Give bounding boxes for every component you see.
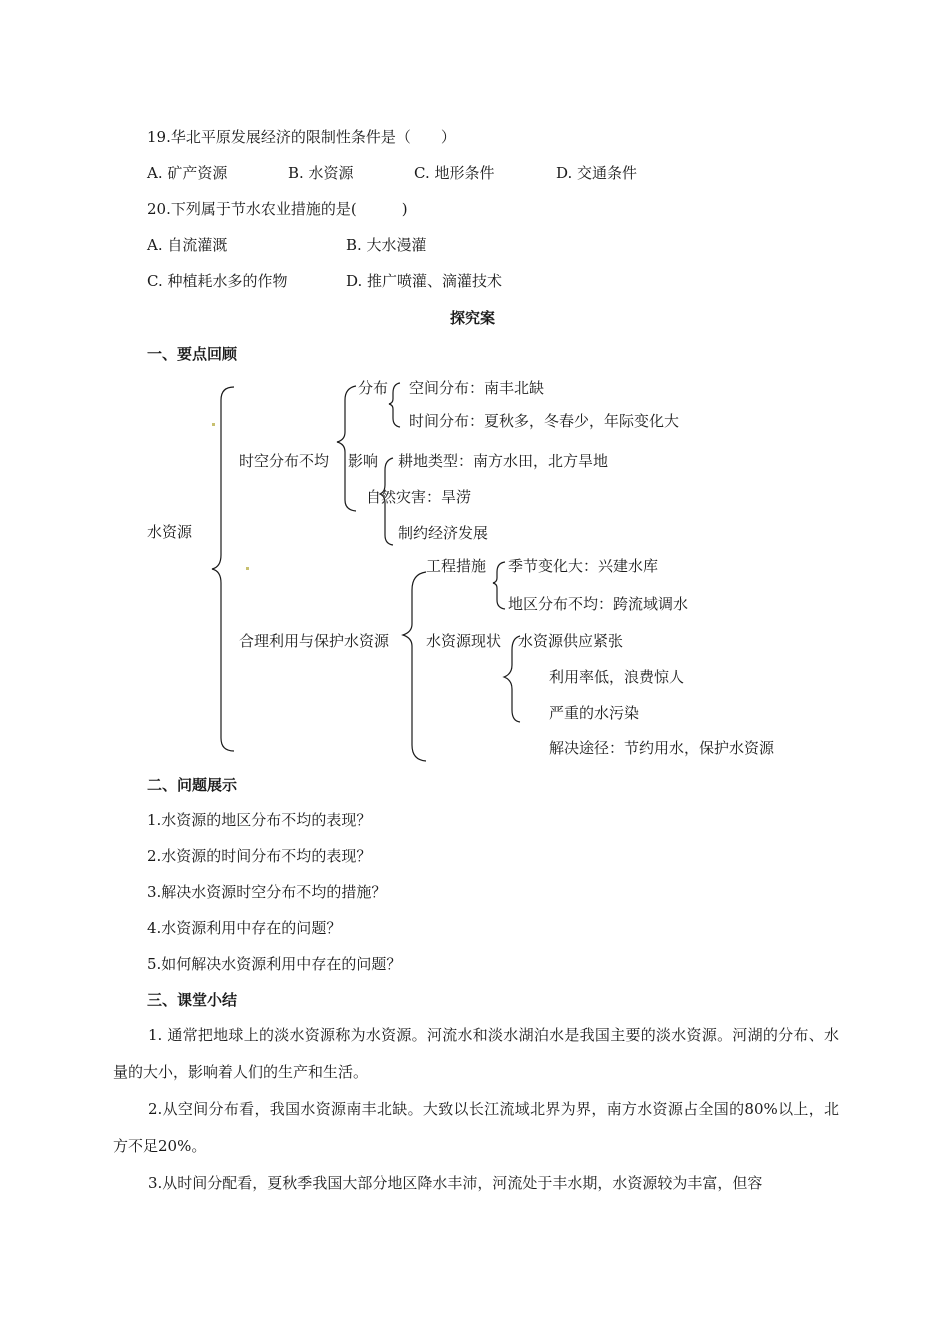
problem-item: 5.如何解决水资源利用中存在的问题？ — [147, 955, 402, 973]
mindmap-node-liyong: 利用率低，浪费惊人 — [549, 668, 685, 686]
question-20-option-b: B. 大水漫灌 — [346, 236, 427, 254]
section-title: 探究案 — [450, 309, 496, 327]
question-20-option-c: C. 种植耗水多的作物 — [147, 272, 288, 290]
question-19-option-d: D. 交通条件 — [556, 164, 638, 182]
question-20-stem: 20.下列属于节水农业措施的是( ) — [147, 200, 408, 218]
review-heading: 一、要点回顾 — [147, 345, 238, 363]
problems-heading: 二、问题展示 — [147, 776, 238, 794]
summary-paragraph-2: 2.从空间分布看，我国水资源南丰北缺。大致以长江流域北界为界，南方水资源占全国的80%以上，北方不足20%。 — [113, 1100, 839, 1155]
mindmap-node-zhiyue: 制约经济发展 — [398, 524, 489, 542]
mindmap-node-shijian: 时间分布：夏秋多，冬春少，年际变化大 — [409, 412, 680, 430]
scan-speck — [246, 567, 249, 570]
problem-item: 3.解决水资源时空分布不均的措施？ — [147, 883, 387, 901]
problem-item: 2.水资源的时间分布不均的表现？ — [147, 847, 372, 865]
brace-gongcheng — [493, 562, 505, 609]
question-19-option-a: A. 矿产资源 — [147, 164, 228, 182]
mindmap-node-ziran: 自然灾害：旱涝 — [366, 488, 472, 506]
scan-speck — [212, 423, 215, 426]
summary-paragraph-3: 3.从时间分配看，夏秋季我国大部分地区降水丰沛，河流处于丰水期，水资源较为丰富，但容 — [148, 1174, 763, 1192]
mindmap-root: 水资源 — [147, 523, 193, 541]
mindmap-branch-uneven: 时空分布不均 — [239, 452, 330, 470]
brace-root — [212, 387, 234, 751]
mindmap-node-jiejue: 解决途径：节约用水，保护水资源 — [549, 739, 775, 757]
mindmap-node-diqu: 地区分布不均：跨流域调水 — [508, 595, 689, 613]
mindmap-node-fenbu: 分布 — [358, 379, 389, 397]
brace-branch1 — [337, 386, 356, 511]
problem-item: 4.水资源利用中存在的问题？ — [147, 919, 342, 937]
question-20-option-d: D. 推广喷灌、滴灌技术 — [346, 272, 503, 290]
mindmap-node-jijie: 季节变化大：兴建水库 — [508, 557, 659, 575]
summary-paragraph-1: 1. 通常把地球上的淡水资源称为水资源。河流水和淡水湖泊水是我国主要的淡水资源。河湖的分布、水量的大小，影响着人们的生产和生活。 — [113, 1026, 839, 1081]
mindmap-node-yingxiang: 影响 — [348, 452, 379, 470]
mindmap-node-gongying: 水资源供应紧张 — [518, 632, 624, 650]
question-19-option-b: B. 水资源 — [288, 164, 354, 182]
mindmap-node-gengdi: 耕地类型：南方水田，北方旱地 — [398, 452, 609, 470]
question-19-stem: 19.华北平原发展经济的限制性条件是（ ） — [147, 128, 456, 146]
mindmap-branch-protect: 合理利用与保护水资源 — [239, 632, 390, 650]
question-19-option-c: C. 地形条件 — [414, 164, 495, 182]
summary-heading: 三、课堂小结 — [147, 991, 238, 1009]
mindmap-node-xianzhuang: 水资源现状 — [426, 632, 502, 650]
problem-item: 1.水资源的地区分布不均的表现？ — [147, 811, 372, 829]
brace-branch2 — [403, 572, 426, 761]
question-20-option-a: A. 自流灌溉 — [147, 236, 228, 254]
mindmap-node-gongcheng: 工程措施 — [426, 557, 487, 575]
mindmap-node-kongjian: 空间分布：南丰北缺 — [409, 379, 545, 397]
mindmap-node-wuran: 严重的水污染 — [549, 704, 640, 722]
brace-fenbu — [389, 383, 400, 427]
